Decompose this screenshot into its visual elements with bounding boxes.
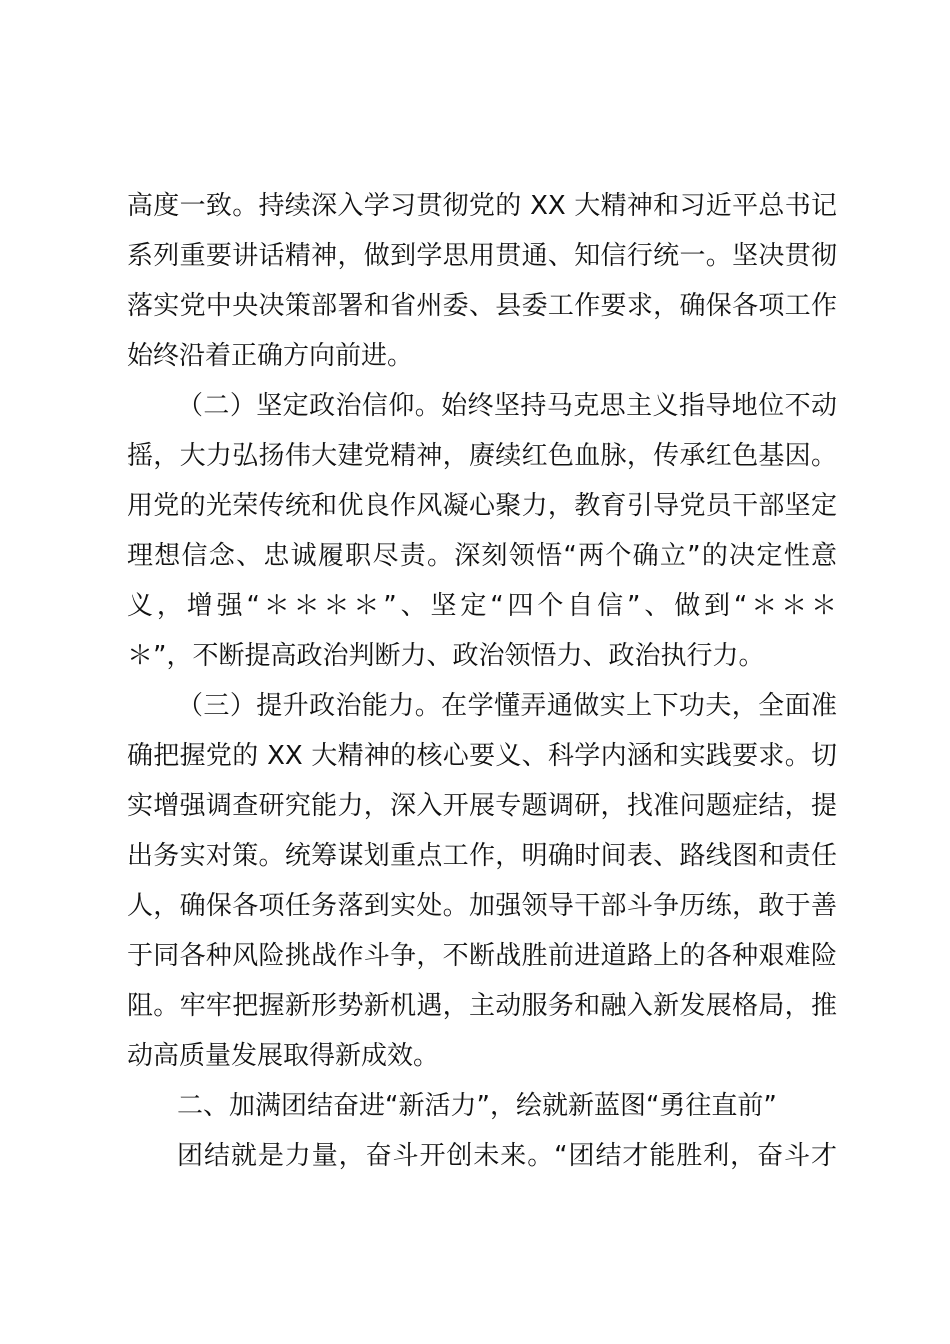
body-text-line: 理想信念、忠诚履职尽责。深刻领悟“两个确立”的决定性意 xyxy=(127,541,837,571)
body-text-line: 始终沿着正确方向前进。 xyxy=(127,341,414,371)
body-text-line: 动高质量发展取得新成效。 xyxy=(127,1041,440,1071)
body-text-line: 系列重要讲话精神，做到学思用贯通、知信行统一。坚决贯彻 xyxy=(127,241,837,271)
body-text-line: 用党的光荣传统和优良作风凝心聚力，教育引导党员干部坚定 xyxy=(127,491,837,521)
section-3-first-line: （三）提升政治能力。在学懂弄通做实上下功夫，全面准 xyxy=(177,691,837,721)
section-2-first-line: （二）坚定政治信仰。始终坚持马克思主义指导地位不动 xyxy=(177,391,837,421)
body-text-line: 阻。牢牢把握新形势新机遇，主动服务和融入新发展格局，推 xyxy=(127,991,837,1021)
body-text-line: 人，确保各项任务落到实处。加强领导干部斗争历练，敢于善 xyxy=(127,891,837,921)
body-text-line: 高度一致。持续深入学习贯彻党的 XX 大精神和习近平总书记 xyxy=(127,191,837,221)
body-text-line: 摇，大力弘扬伟大建党精神，赓续红色血脉，传承红色基因。 xyxy=(127,441,837,471)
body-text-line: 于同各种风险挑战作斗争，不断战胜前进道路上的各种艰难险 xyxy=(127,941,837,971)
body-text-line: 团结就是力量，奋斗开创未来。“团结才能胜利，奋斗才 xyxy=(177,1141,837,1171)
body-text-line: 义，增强“＊＊＊＊”、坚定“四个自信”、做到“＊＊＊ xyxy=(127,591,837,621)
body-text-line: ＊”，不断提高政治判断力、政治领悟力、政治执行力。 xyxy=(127,641,765,671)
body-text-line: 实增强调查研究能力，深入开展专题调研，找准问题症结，提 xyxy=(127,791,837,821)
body-text-line: 落实党中央决策部署和省州委、县委工作要求，确保各项工作 xyxy=(127,291,837,321)
body-text-line: 确把握党的 XX 大精神的核心要义、科学内涵和实践要求。切 xyxy=(127,741,837,771)
section-heading: 二、加满团结奋进“新活力”，绘就新蓝图“勇往直前” xyxy=(177,1091,777,1121)
body-text-line: 出务实对策。统筹谋划重点工作，明确时间表、路线图和责任 xyxy=(127,841,837,871)
